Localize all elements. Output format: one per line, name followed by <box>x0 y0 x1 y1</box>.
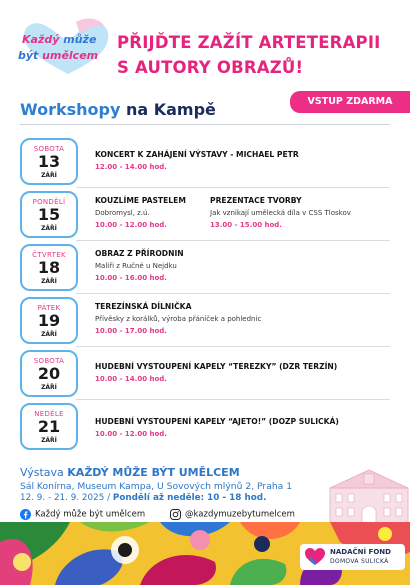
event-title: TEREZÍNSKÁ DÍLNIČKA <box>95 302 192 311</box>
logo-line1: Každý může <box>22 33 97 46</box>
date-box <box>20 403 78 450</box>
heart-icon <box>305 548 325 566</box>
month: ZÁŘÍ <box>41 172 57 179</box>
event-time: 10.00 - 16.00 hod. <box>95 274 167 282</box>
free-entry-badge: VSTUP ZDARMA <box>290 91 410 113</box>
event-title: HUDEBNÍ VYSTOUPENÍ KAPELY “TEREZKY” (DZR TERZÍN) <box>95 362 338 371</box>
museum-building-illustration <box>328 466 410 526</box>
event-title-2: PREZENTACE TVORBY <box>210 196 302 205</box>
month: ZÁŘÍ <box>41 278 57 285</box>
facebook-link[interactable]: Každý může být umělcem <box>20 509 145 520</box>
month: ZÁŘÍ <box>41 384 57 391</box>
instagram-icon <box>170 509 181 520</box>
headline-line1: PŘIJĎTE ZAŽÍT ARTETERAPII <box>117 33 381 52</box>
day-number: 19 <box>37 311 61 330</box>
separator <box>76 240 390 241</box>
day-number: 18 <box>37 258 61 277</box>
event-time: 10.00 - 14.00 hod. <box>95 375 167 383</box>
event-description: Přívěsky z korálků, výroba přáníček a pohlednic <box>95 315 262 323</box>
event-description: Maliři z Ručné u Nejdku <box>95 262 177 270</box>
event-time: 10.00 - 12.00 hod. <box>95 430 167 438</box>
weekday: PÁTEK <box>37 304 61 312</box>
date-box <box>20 244 78 291</box>
date-box <box>20 350 78 397</box>
instagram-link[interactable]: @kazdymuzebytumelcem <box>170 509 295 520</box>
event-description: Dobromysl, z.ú. <box>95 209 150 217</box>
heart-logo-icon <box>14 16 110 78</box>
weekday: SOBOTA <box>33 357 65 365</box>
partner-name-line1: NADAČNÍ FOND <box>330 548 391 556</box>
day-number: 20 <box>37 364 61 383</box>
logo <box>14 16 110 78</box>
exhibition-dates: 12. 9. - 21. 9. 2025 / Pondělí až neděle: 10 - 18 hod. <box>20 493 267 503</box>
date-box <box>20 191 78 238</box>
separator <box>76 399 390 400</box>
day-number: 13 <box>37 152 61 171</box>
event-time: 12.00 - 14.00 hod. <box>95 163 167 171</box>
month: ZÁŘÍ <box>41 331 57 338</box>
partner-logo <box>300 544 405 570</box>
date-box <box>20 297 78 344</box>
separator <box>76 293 390 294</box>
exhibition-title: Výstava KAŽDÝ MŮŽE BÝT UMĚLCEM <box>20 466 240 479</box>
event-title: HUDEBNÍ VYSTOUPENÍ KAPELY “AJETO!” (DOZP SULICKÁ) <box>95 417 339 426</box>
day-number: 15 <box>37 205 61 224</box>
exhibition-address: Sál Konírna, Museum Kampa, U Sovových mlýnů 2, Praha 1 <box>20 481 293 492</box>
event-title: OBRAZ Z PŘÍRODNIN <box>95 249 184 258</box>
facebook-icon <box>20 509 31 520</box>
logo-line2: být umělcem <box>18 49 99 62</box>
event-description-2: Jak vznikají umělecká díla v CSS Tloskov <box>210 209 351 217</box>
month: ZÁŘÍ <box>41 437 57 444</box>
event-title: KONCERT K ZAHÁJENÍ VÝSTAVY - MICHAEL PETR <box>95 150 299 159</box>
weekday: SOBOTA <box>33 145 65 153</box>
event-time-2: 13.00 - 15.00 hod. <box>210 221 282 229</box>
weekday: NEDĚLE <box>34 410 64 418</box>
weekday: PONDĚLÍ <box>32 198 66 206</box>
event-time: 10.00 - 17.00 hod. <box>95 327 167 335</box>
date-box <box>20 138 78 185</box>
headline <box>117 30 407 80</box>
event-time: 10.00 - 12.00 hod. <box>95 221 167 229</box>
headline-line2: S AUTORY OBRAZŮ! <box>117 58 304 77</box>
separator <box>76 187 390 188</box>
event-title: KOUZLÍME PASTELEM <box>95 196 186 205</box>
divider <box>20 124 390 125</box>
weekday: ČTVRTEK <box>32 251 66 259</box>
month: ZÁŘÍ <box>41 225 57 232</box>
section-title: Workshopy na Kampě <box>20 100 216 119</box>
separator <box>76 346 390 347</box>
day-number: 21 <box>37 417 61 436</box>
partner-name-line2: DOMOVA SULICKÁ <box>330 558 389 565</box>
